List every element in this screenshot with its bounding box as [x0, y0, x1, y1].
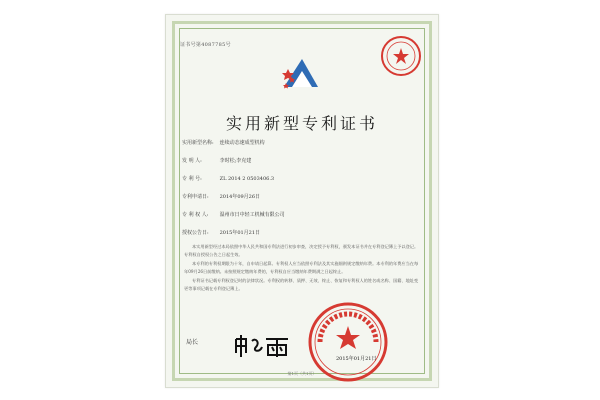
field-value: ZL 2014 2 0503406.3: [219, 176, 275, 182]
field-patent-number: [182, 175, 274, 182]
field-value: 2015年01月21日: [219, 230, 261, 236]
field-announcement-date: [182, 229, 260, 236]
field-patentee: [182, 211, 285, 218]
page-number: 第1页（共1页）: [287, 371, 317, 376]
field-value: 连续动态速成型机构: [219, 140, 265, 146]
field-inventor: [182, 157, 251, 164]
certificate-paper: [165, 14, 439, 388]
field-value: 李时松;李克建: [219, 158, 252, 164]
date-stamp: 2015年01月21日: [336, 356, 377, 362]
field-label: 授权公告日:: [182, 230, 209, 236]
field-value: 温州市日中轻工机械有限公司: [219, 212, 285, 218]
body-paragraph: 专利证书记载专利权登记时的法律状况。专利权的转移、质押、无效、终止、恢复和专利权人的姓名或名称、国籍、地址变更等事项记载在专利登记簿上。: [184, 278, 419, 291]
signer-block: [186, 337, 198, 355]
field-label: 专 利 权 人:: [182, 212, 209, 218]
field-application-date: [182, 193, 260, 200]
handwritten-signature-icon: [232, 333, 292, 359]
certificate-number: 证书号第4087785号: [180, 42, 231, 48]
field-label: 专 利 号:: [182, 176, 202, 182]
field-utility-model-name: [182, 139, 265, 146]
field-label: 发 明 人:: [182, 158, 202, 164]
field-value: 2014年09月26日: [219, 194, 261, 200]
body-paragraph: 本实用新型经过本局依照中华人民共和国专利法进行初步审查，决定授予专利权，颁发本证书并在专利登记簿上予以登记。专利权自授权公告之日起生效。: [184, 244, 419, 257]
body-paragraph: 本专利的专利权期限为十年，自申请日起算。专利权人应当依照专利法及其实施细则规定缴纳年费。本专利的年费应当在每年09月26日前缴纳。未按照规定缴纳年费的，专利权自应当缴纳年费期满之日起终止。: [184, 261, 419, 274]
field-label: 实用新型名称:: [182, 140, 214, 146]
certificate-body: [184, 243, 420, 294]
patent-office-emblem-icon: [278, 53, 324, 99]
red-stamp-icon: [378, 33, 424, 79]
field-label: 专利申请日:: [182, 194, 209, 200]
certificate-title: 实用新型专利证书: [225, 114, 378, 133]
signer-title-1: 局长: [186, 339, 199, 346]
